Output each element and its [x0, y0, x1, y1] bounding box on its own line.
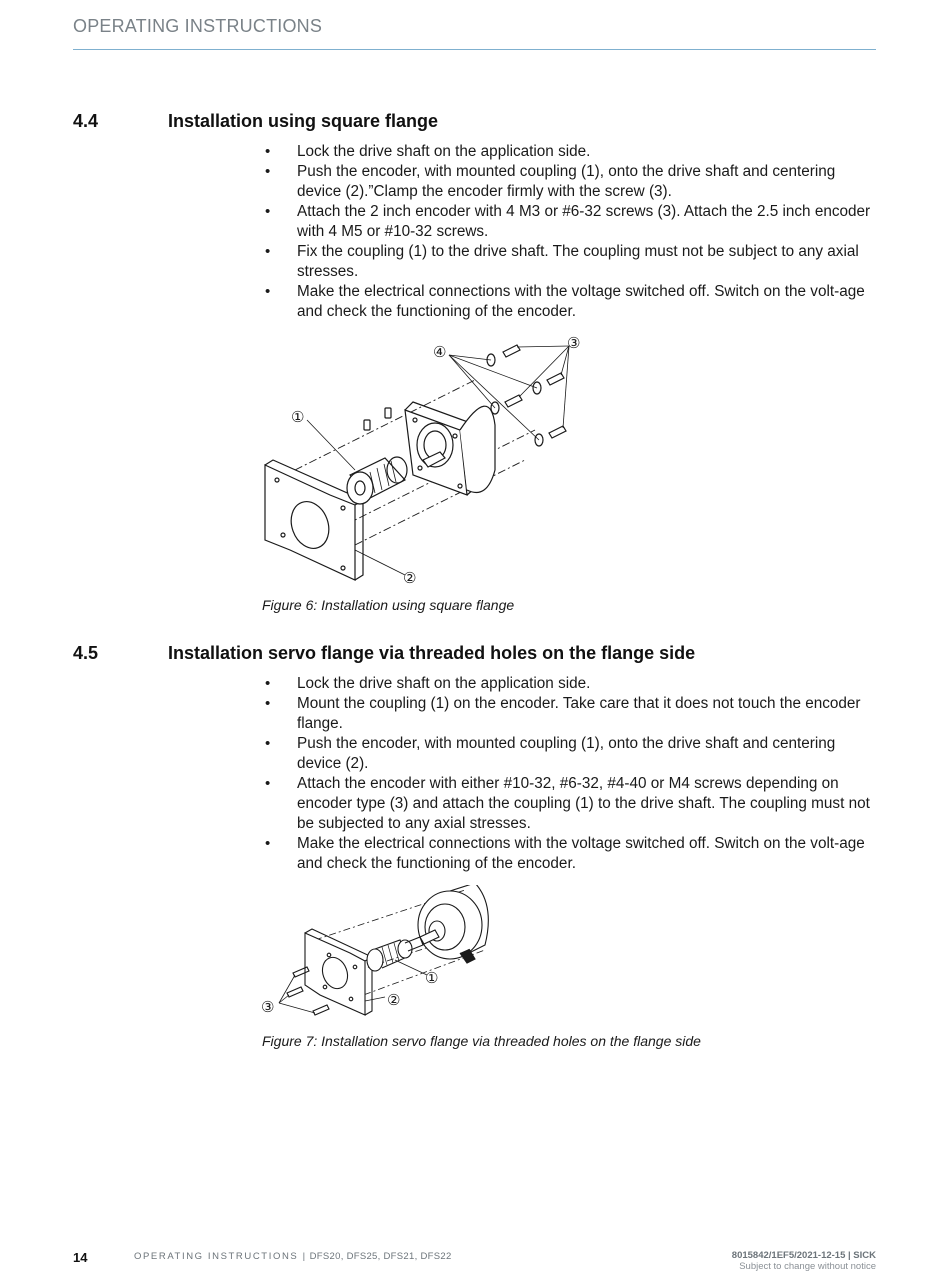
bullet-glyph: •: [265, 735, 271, 752]
section-number-4-4: 4.4: [73, 111, 99, 131]
section-title-4-5: Installation servo flange via threaded holes on the flange side: [168, 643, 696, 663]
bullet-glyph: •: [265, 283, 271, 300]
list-item: [262, 162, 872, 202]
list-item-text: Attach the encoder with either #10-32, #6-32, #4-40 or M4 screws depending on encoder type (3) and attach the coupling (1) to the drive shaft. The coupling must not be subjected to any axial stresses.: [297, 775, 870, 832]
bullet-glyph: •: [265, 675, 271, 692]
list-item-text: Make the electrical connections with the voltage switched off. Switch on the volt-age and check the functioning of the encoder.: [297, 283, 865, 320]
footer-separator: |: [302, 1251, 306, 1262]
list-item: [262, 282, 872, 322]
list-item-text: Lock the drive shaft on the application side.: [297, 675, 591, 692]
footer-doc-id: 8015842/1EF5/2021-12-15 | SICK: [731, 1250, 876, 1261]
list-item-text: Push the encoder, with mounted coupling (1), onto the drive shaft and centering device (2).”Clamp the encoder firmly with the screw (3).: [297, 163, 836, 200]
bullet-list-4-4: [262, 142, 872, 322]
list-item-text: Push the encoder, with mounted coupling (1), onto the drive shaft and centering device (2).: [297, 735, 836, 772]
mounting-plate: [305, 929, 372, 1015]
callout-1: ①: [291, 408, 305, 426]
bullet-glyph: •: [265, 203, 271, 220]
bullet-glyph: •: [265, 163, 271, 180]
list-item: [262, 694, 872, 734]
set-screws: [364, 408, 391, 430]
list-item-text: Mount the coupling (1) on the encoder. Take care that it does not touch the encoder flange.: [297, 695, 861, 732]
callout-4: ④: [433, 343, 447, 361]
header-title: OPERATING INSTRUCTIONS: [73, 16, 323, 36]
callout-2: ②: [387, 991, 401, 1009]
encoder: [405, 402, 495, 495]
coupling: [367, 937, 423, 971]
list-item: [262, 242, 872, 282]
callout-1: ①: [425, 969, 439, 987]
figure-6-illustration: [255, 330, 595, 590]
footer-right: [732, 1250, 876, 1272]
list-item: [262, 202, 872, 242]
footer-models: DFS20, DFS25, DFS21, DFS22: [309, 1251, 452, 1262]
bullet-list-4-5: [262, 674, 872, 874]
figure-7-caption: Figure 7: Installation servo flange via threaded holes on the flange side: [262, 1033, 701, 1049]
bullet-glyph: •: [265, 143, 271, 160]
section-title-4-4: Installation using square flange: [168, 111, 439, 131]
list-item-text: Fix the coupling (1) to the drive shaft. The coupling must not be subject to any axial stresses.: [297, 243, 859, 280]
page-number: 14: [73, 1250, 88, 1265]
callout-2: ②: [403, 569, 417, 587]
section-number-4-5: 4.5: [73, 643, 99, 663]
bullet-glyph: •: [265, 695, 271, 712]
bullet-glyph: •: [265, 243, 271, 260]
list-item-text: Make the electrical connections with the voltage switched off. Switch on the volt-age and check the functioning of the encoder.: [297, 835, 865, 872]
list-item: [262, 834, 872, 874]
list-item: [262, 674, 872, 694]
list-item: [262, 142, 872, 162]
list-item: [262, 774, 872, 834]
encoder: [418, 885, 488, 963]
list-item-text: Lock the drive shaft on the application side.: [297, 143, 591, 160]
footer-doc-title: [134, 1251, 452, 1262]
figure-7-illustration: [255, 885, 505, 1020]
page-header: [73, 16, 876, 50]
figure-6-caption: Figure 6: Installation using square flange: [262, 597, 515, 613]
screws-and-washers: [487, 345, 566, 446]
footer-notice: Subject to change without notice: [739, 1261, 876, 1272]
list-item: [262, 734, 872, 774]
bullet-glyph: •: [265, 775, 271, 792]
coupling: [347, 457, 407, 504]
callout-3: ③: [261, 998, 275, 1016]
bullet-glyph: •: [265, 835, 271, 852]
callout-3: ③: [567, 334, 581, 352]
list-item-text: Attach the 2 inch encoder with 4 M3 or #6-32 screws (3). Attach the 2.5 inch encoder with 4 M5 or #10-32 screws.: [297, 203, 871, 240]
mounting-plate: [265, 460, 363, 580]
footer-doc-type: OPERATING INSTRUCTIONS: [134, 1251, 299, 1262]
